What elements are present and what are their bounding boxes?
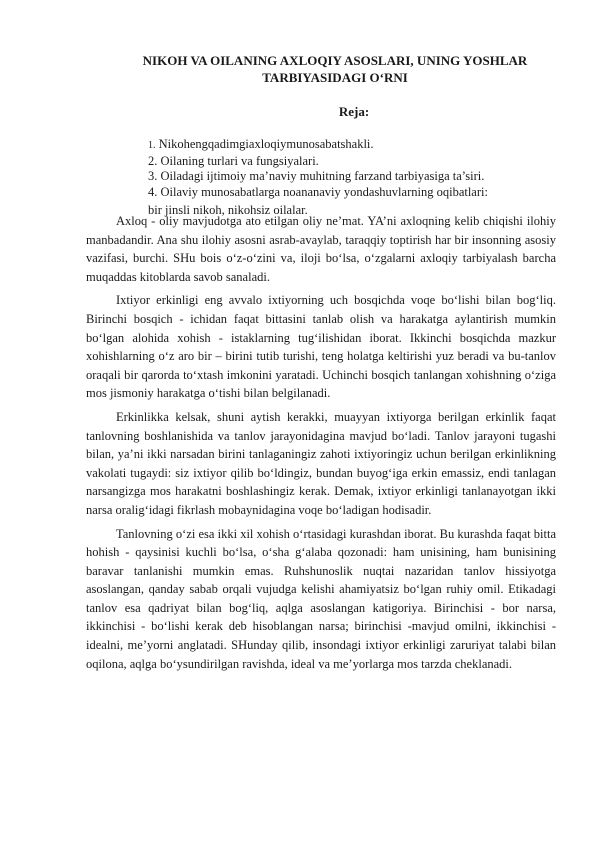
paragraph: Axloq - oliy mavjudotga ato etilgan oliy ne’mat. YA’ni axloqning kelib chiqishi ilohiy manbadandir. Ana shu ilohiy asosni asrab-avaylab, taraqqiy toptirish har bir insonning asosiy vazifasi, burchi. SHu bois o‘z-o‘zini va, iloji bo‘lsa, o‘zgalarni axloqiy tarbiyalash barcha muqaddas kitoblarda savob sanaladi. bbox=[86, 214, 556, 284]
plan-item bbox=[148, 137, 568, 154]
plan-item-number: 4. bbox=[148, 184, 158, 199]
paragraph: Erkinlikka kelsak, shuni aytish kerakki, muayyan ixtiyorga berilgan erkinlik faqat tanlovning boshlanishida va tanlov jarayonidagina mavjud bo‘ladi. Tanlov jarayoni tugashi bilan, ya’ni ikki narsadan birini tanlaganingiz zahoti ixtiyoringiz uchun berilgan erkinlikning vakolati tugaydi: siz ixtiyor qilib bo‘ldingiz, bundan buyog‘iga erkin emassiz, endi tanlagan narsangizga mos harakatni boshlashingiz kerak. Demak, ixtiyor erkinligi tanlanayotgan ikki narsa oralig‘idagi fikrlash mobaynidagina voqe bo‘ladigan hodisadir. bbox=[86, 409, 556, 517]
plan-item-text: Oiladagi ijtimoiy ma’naviy muhitning farzand tarbiyasiga ta’siri. bbox=[160, 169, 485, 183]
document-title: NIKOH VA OILANING AXLOQIY ASOSLARI, UNING YOSHLAR TARBIYASIDAGI O‘RNI bbox=[142, 53, 528, 85]
plan-item-text: Nikohengqadimgiaxloqiymunosabatshakli. bbox=[158, 137, 374, 151]
plan-item bbox=[148, 185, 568, 201]
plan-item-text: Oilaning turlari va fungsiyalari. bbox=[160, 153, 319, 168]
paragraph: Tanlovning o‘zi esa ikki xil xohish o‘rtasidagi kurashdan iborat. Bu kurashda faqat bitta hohish - qaysinisi kuchli bo‘lsa, o‘sha g‘alaba qozonadi: ham unisining, ham bunisining baravar tanlanishi mumkin emas. Ruhshunoslik nuqtai nazaridan tanlov hissiyotga asoslangan, qanday sabab orqali vujudga kelishi ahamiyatsiz bo‘lgan ruhiy omil. Etikadagi tanlov esa qadriyat bilan bog‘liq, aqlga asoslangan katigoriya. Birinchisi - bor narsa, ikkinchisi - bo‘lishi kerak deb hisoblangan narsa; birinchisi -mavjud omilni, ikkinchisi - idealni, me’yorni anglatadi. SHunday qilib, insondagi ixtiyor erkinligi zaruriyat talabi bilan oqilona, aqlga bo‘ysundirilgan ravishda, ideal va me’yorlarga mos tarzda cheklanadi. bbox=[86, 526, 556, 671]
plan-heading: Reja: bbox=[338, 104, 370, 119]
paragraph: Ixtiyor erkinligi eng avvalo ixtiyorning uch bosqichda voqe bo‘lishi bilan bog‘liq. Birinchi bosqich - ichidan faqat bittasini tanlab olish va harakatga aylantirish mumkin bo‘lgan alohida xohish - istaklarning tug‘ilishidan iborat. Ikkinchi bosqichda mazkur xohishlarning o‘z aro bir – birini tutib turishi, teng holatga keltirishi yuz beradi va bu-tanlov oraqali bir qarorda to‘xtash imkonini yaratadi. Uchinchi bosqich tanlangan xohishning o‘ziga mos jismoniy harakatga o‘tishi bilan belgilanadi. bbox=[86, 293, 556, 401]
plan-item-text: Oilaviy munosabatlarga noananaviy yondashuvlarning oqibatlari: bbox=[160, 184, 488, 199]
plan-list bbox=[148, 137, 568, 219]
plan-item-number: 3. bbox=[148, 169, 158, 183]
plan-item bbox=[148, 154, 568, 170]
plan-item-continuation: bir jinsli nikoh, nikohsiz oilalar. bbox=[148, 203, 308, 217]
body-text bbox=[86, 212, 556, 678]
plan-item-number: 2. bbox=[148, 153, 158, 168]
plan-item bbox=[148, 169, 568, 185]
plan-item-number: 1. bbox=[148, 140, 156, 151]
